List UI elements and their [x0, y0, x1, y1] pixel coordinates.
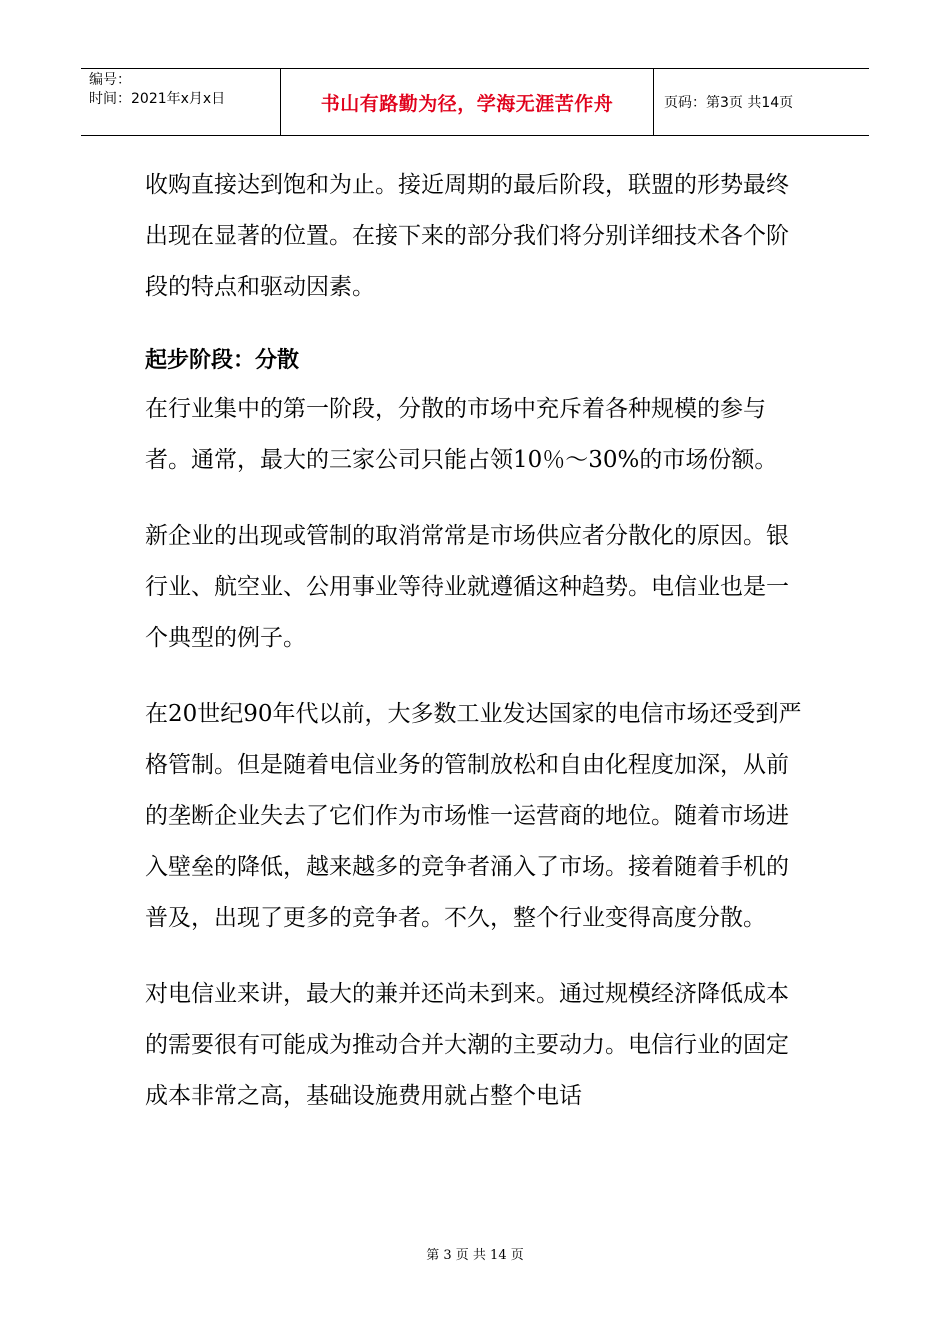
section-heading: 起步阶段：分散 — [145, 348, 300, 373]
paragraph-telecom-mergers: 对电信业来讲，最大的兼并还尚未到来。通过规模经济降低成本的需要很有可能成为推动合并大潮的主要动力。电信行业的固定成本非常之高，基础设施费用就占整个电话 — [145, 981, 789, 1109]
paragraph-causes: 新企业的出现或管制的取消常常是市场供应者分散化的原因。银行业、航空业、公用事业等待业就遵循这种趋势。电信业也是一个典型的例子。 — [145, 523, 789, 651]
header-meta — [81, 69, 281, 135]
paragraph-continuation: 收购直接达到饱和为止。接近周期的最后阶段，联盟的形势最终出现在显著的位置。在接下来的部分我们将分别详细技术各个阶段的特点和驱动因素。 — [145, 172, 789, 300]
document-body — [145, 160, 810, 1147]
page-header — [81, 68, 869, 136]
document-time-label: 时间：2021年x月x日 — [89, 91, 226, 107]
paragraph-fragmentation: 在行业集中的第一阶段，分散的市场中充斥着各种规模的参与者。通常，最大的三家公司只能占领10％～30%的市场份额。 — [145, 396, 778, 473]
header-page-info: 页码：第3页 共14页 — [664, 95, 794, 111]
page-footer: 第 3 页 共 14 页 — [426, 1248, 524, 1263]
header-motto: 书山有路勤为径，学海无涯苦作舟 — [281, 69, 654, 135]
paragraph-telecom-history: 在20世纪90年代以前，大多数工业发达国家的电信市场还受到严格管制。但是随着电信业务的管制放松和自由化程度加深，从前的垄断企业失去了它们作为市场惟一运营商的地位。随着市场进入壁垒的降低，越来越多的竞争者涌入了市场。接着随着手机的普及，出现了更多的竞争者。不久，整个行业变得高度分散。 — [145, 701, 802, 931]
document-number-label: 编号： — [89, 72, 131, 88]
